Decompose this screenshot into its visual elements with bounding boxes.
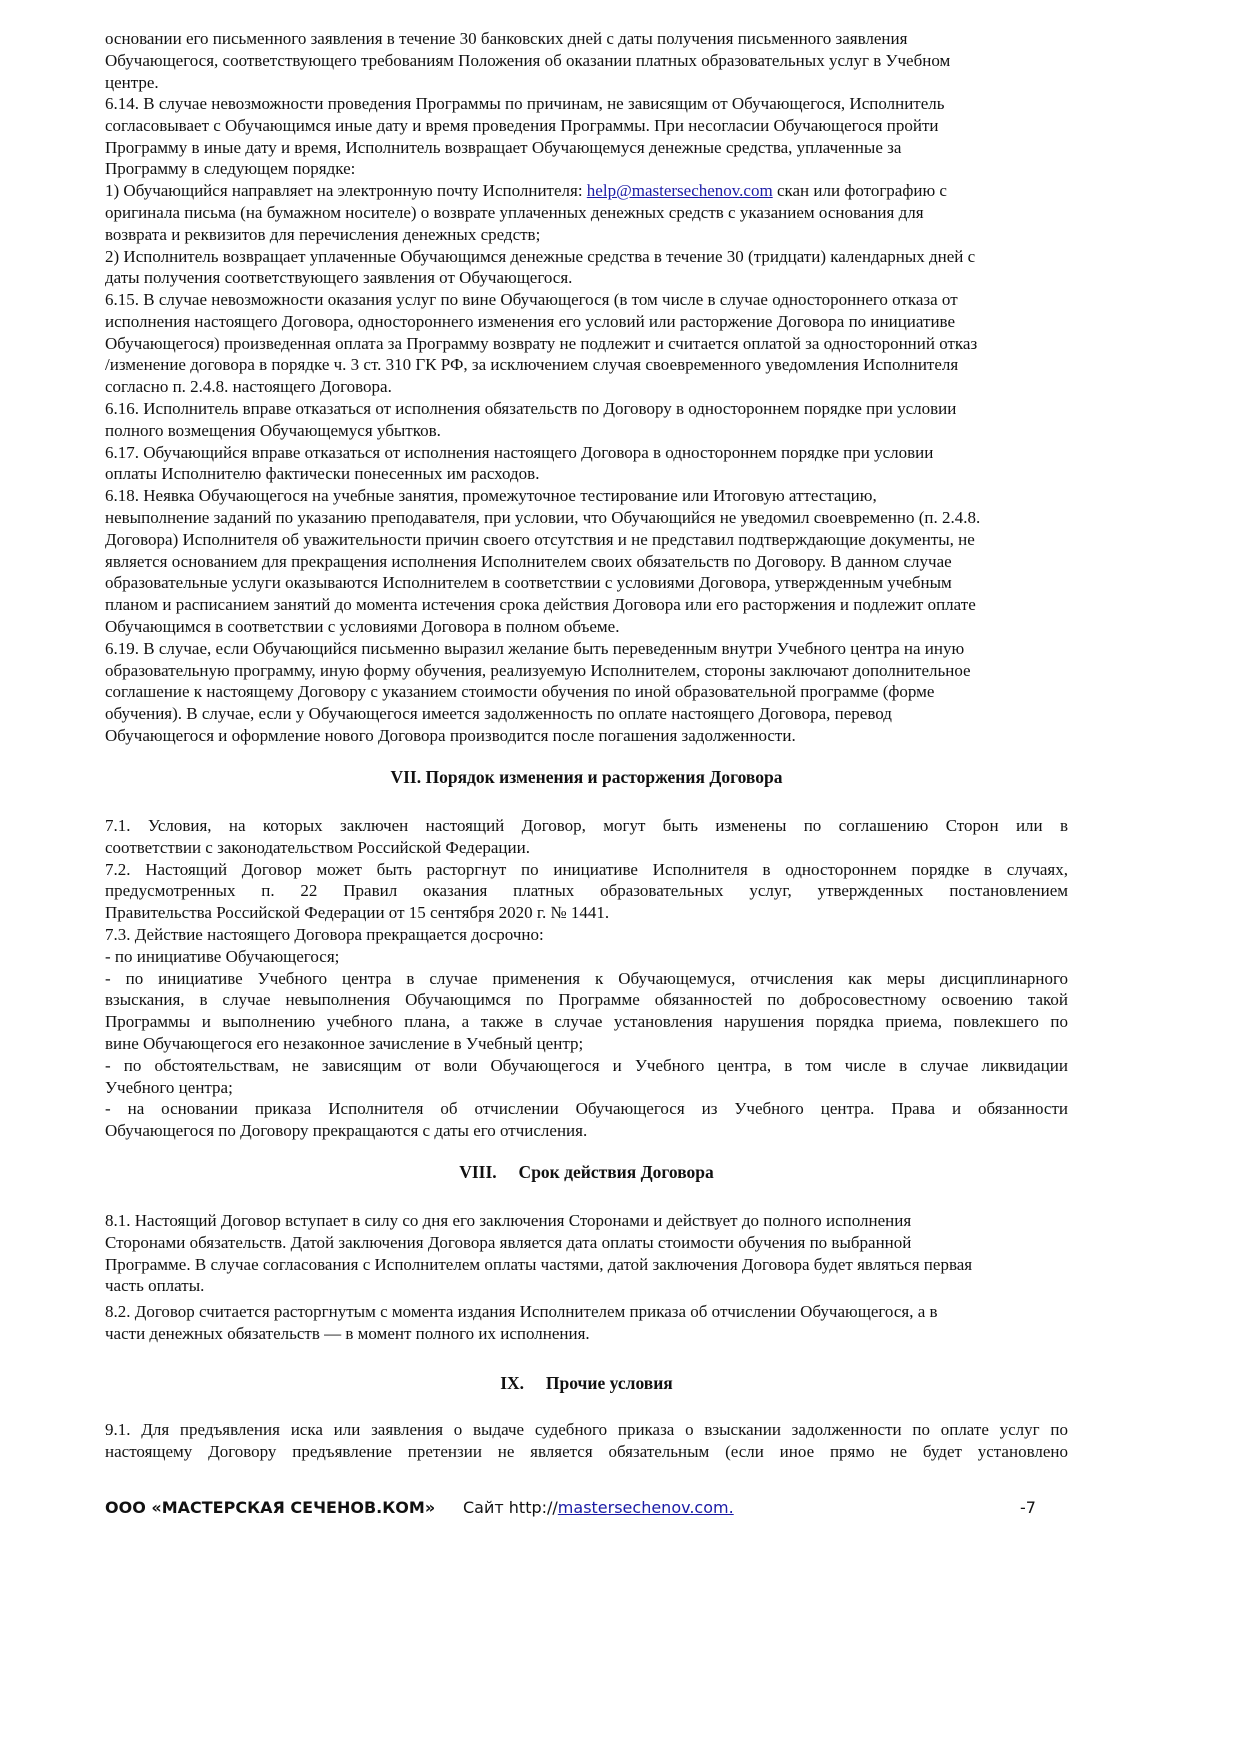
text-line: Сторонами обязательств. Датой заключения Договора является дата оплаты стоимости обучения по выбранной (105, 1232, 912, 1252)
text-line (105, 180, 1068, 202)
text-line: вине Обучающегося его незаконное зачисление в Учебный центр; (105, 1033, 584, 1053)
text-line: 6.14. В случае невозможности проведения Программы по причинам, не зависящим от Обучающегося, Исполнитель (105, 94, 945, 113)
text-line: - по инициативе Учебного центра в случае применения к Обучающемуся, отчисления как меры дисциплинарного (105, 968, 1068, 988)
text-line: Обучающегося и оформление нового Договора производится после погашения задолженности. (105, 725, 796, 745)
text-line: Программе. В случае согласования с Исполнителем оплаты частями, датой заключения Договора будет являться первая (105, 1254, 973, 1274)
footer-site-link[interactable]: mastersechenov.com. (557, 1498, 734, 1517)
footer-site (463, 1498, 734, 1517)
page-number: -7 (1020, 1498, 1036, 1517)
text-line: - по инициативе Обучающегося; (105, 946, 340, 966)
text-line: соглашение к настоящему Договору с указанием стоимости обучения по иной образовательной программе (форме (105, 682, 935, 702)
text-line: центре. (105, 72, 159, 92)
text-line: /изменение договора в порядке ч. 3 ст. 310 ГК РФ, за исключением случая своевременного уведомления Исполнителя (105, 355, 959, 375)
text-line: 8.1. Настоящий Договор вступает в силу со дня его заключения Сторонами и действует до полного исполнения (105, 1211, 912, 1230)
text-line: Программу в следующем порядке: (105, 159, 356, 179)
text-line: даты получения соответствующего заявления от Обучающегося. (105, 268, 573, 288)
text-line: - на основании приказа Исполнителя об отчислении Обучающегося из Учебного центра. Права и обязанности (105, 1099, 1068, 1119)
text-line: образовательные услуги оказываются Исполнителем в соответствии с условиями Договора, утвержденным учебным (105, 573, 952, 593)
section-heading: VIII. Срок действия Договора (459, 1162, 714, 1182)
text-block (105, 28, 1068, 93)
text-line: Учебного центра; (105, 1077, 233, 1097)
text-line: 7.2. Настоящий Договор может быть расторгнут по инициативе Исполнителя в одностороннем порядке в случаях, (105, 859, 1068, 879)
text-segment: скан или фотографию с (772, 181, 947, 201)
text-line: возврата и реквизитов для перечисления денежных средств; (105, 224, 541, 244)
footer-site-label: Сайт http:// (463, 1498, 558, 1517)
text-line: образовательную программу, иную форму обучения, реализуемую Исполнителем, стороны заключают дополнительное (105, 660, 971, 680)
text-line: Обучающимся в соответствии с условиями Договора в полном объеме. (105, 616, 620, 636)
text-line: часть оплаты. (105, 1276, 205, 1296)
footer-organization: ООО «МАСТЕРСКАЯ СЕЧЕНОВ.КОМ» (105, 1498, 436, 1517)
text-line: Правительства Российской Федерации от 15 сентября 2020 г. № 1441. (105, 903, 610, 923)
text-line: 6.17. Обучающийся вправе отказаться от исполнения настоящего Договора в одностороннем порядке при условии (105, 442, 934, 462)
text-block (105, 93, 1068, 289)
text-line: исполнения настоящего Договора, одностороннего изменения его условий или расторжение Договора по инициативе (105, 311, 956, 331)
text-line: полного возмещения Обучающемуся убытков. (105, 420, 441, 440)
page-footer (105, 1498, 1068, 1522)
section-heading: IX. Прочие условия (500, 1373, 673, 1393)
text-line: части денежных обязательств — в момент полного их исполнения. (105, 1323, 590, 1343)
text-block (105, 1301, 1068, 1345)
text-line: 8.2. Договор считается расторгнутым с момента издания Исполнителем приказа об отчислении Обучающегося, а в (105, 1302, 938, 1321)
text-line: 7.1. Условия, на которых заключен настоящий Договор, могут быть изменены по соглашению Сторон или в (105, 816, 1068, 835)
text-line: 6.15. В случае невозможности оказания услуг по вине Обучающегося (в том числе в случае одностороннего отказа от (105, 290, 958, 309)
text-line: взыскания, в случае невыполнения Обучающимся по Программе обязанностей по добросовестному освоению такой (105, 990, 1068, 1010)
text-block (105, 1419, 1068, 1463)
text-line: планом и расписанием занятий до момента истечения срока действия Договора или его расторжения и подлежит оплате (105, 595, 976, 615)
text-line: 9.1. Для предъявления иска или заявления о выдаче судебного приказа о взыскании задолженности по оплате услуг по (105, 1420, 1068, 1439)
text-line: оригинала письма (на бумажном носителе) о возврате уплаченных денежных средств с указанием основания для (105, 202, 924, 222)
text-line: невыполнение заданий по указанию преподавателя, при условии, что Обучающийся не уведомил своевременно (п. 2.4.8. (105, 507, 981, 527)
text-line: Обучающегося, соответствующего требованиям Положения об оказании платных образовательных услуг в Учебном (105, 50, 951, 70)
text-line: Программу в иные дату и время, Исполнитель возвращает Обучающемуся денежные средства, уплаченные за (105, 137, 902, 157)
text-line: настоящему Договору предъявление претензии не является обязательным (если иное прямо не будет установлено (105, 1441, 1068, 1461)
email-link[interactable]: help@mastersechenov.com (586, 181, 773, 201)
text-line: 6.19. В случае, если Обучающийся письменно выразил желание быть переведенным внутри Учебного центра на иную (105, 638, 965, 658)
text-line: согласно п. 2.4.8. настоящего Договора. (105, 377, 392, 397)
text-line: Обучающегося) произведенная оплата за Программу возврату не подлежит и считается оплатой за односторонний отказ (105, 333, 978, 353)
text-block (105, 815, 1068, 1142)
text-line: Программы и выполнению учебного плана, а также в случае установления нарушения порядка приема, повлекшего по (105, 1012, 1068, 1032)
text-line: Обучающегося по Договору прекращаются с даты его отчисления. (105, 1121, 588, 1141)
text-line: является основанием для прекращения исполнения Исполнителем своих обязательств по Договору. В данном случае (105, 551, 952, 571)
text-block (105, 1210, 1068, 1297)
text-line: 2) Исполнитель возвращает уплаченные Обучающимся денежные средства в течение 30 (тридцати) календарных дней с (105, 246, 976, 266)
text-line: обучения). В случае, если у Обучающегося имеется задолженность по оплате настоящего Договора, перевод (105, 704, 892, 724)
text-line: Договора) Исполнителя об уважительности причин своего отсутствия и не представил подтверждающие документы, не (105, 529, 975, 549)
text-block (105, 289, 1068, 747)
text-line: согласовывает с Обучающимся иные дату и время проведения Программы. При несогласии Обучающегося пройти (105, 115, 939, 135)
text-line: 6.18. Неявка Обучающегося на учебные занятия, промежуточное тестирование или Итоговую аттестацию, (105, 486, 877, 506)
section-heading: VII. Порядок изменения и расторжения Договора (390, 767, 783, 787)
text-line: соответствии с законодательством Российской Федерации. (105, 837, 530, 857)
text-line: - по обстоятельствам, не зависящим от воли Обучающегося и Учебного центра, в том числе в случае ликвидации (105, 1055, 1068, 1075)
text-line: 7.3. Действие настоящего Договора прекращается досрочно: (105, 924, 544, 944)
text-segment: 1) Обучающийся направляет на электронную почту Исполнителя: (105, 181, 587, 201)
text-line: 6.16. Исполнитель вправе отказаться от исполнения обязательств по Договору в одностороннем порядке при условии (105, 398, 957, 418)
text-line: оплаты Исполнителю фактически понесенных им расходов. (105, 464, 540, 484)
text-line: основании его письменного заявления в течение 30 банковских дней с даты получения письменного заявления (105, 29, 908, 48)
text-line: предусмотренных п. 22 Правил оказания платных образовательных услуг, утвержденных постановлением (105, 881, 1068, 901)
